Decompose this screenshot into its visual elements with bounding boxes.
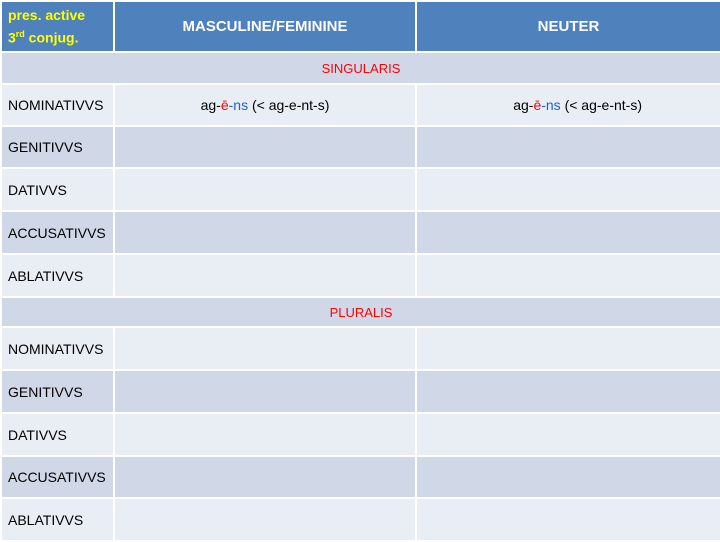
form-note: (< ag-e-nt-s)	[560, 97, 642, 113]
form-cell-masc-fem	[114, 254, 416, 297]
form-long-vowel: ē	[533, 97, 542, 113]
table-row	[1, 498, 720, 541]
form-cell-masc-fem	[114, 413, 416, 456]
form-cell-masc-fem	[114, 168, 416, 211]
corner-number: 3	[8, 29, 16, 46]
case-label: DATIVVS	[1, 413, 114, 456]
case-label: DATIVVS	[1, 168, 114, 211]
form-cell-masc-fem	[114, 126, 416, 168]
corner-header	[1, 1, 114, 52]
form-cell-neuter	[416, 254, 720, 297]
form-cell-neuter	[416, 413, 720, 456]
case-label: GENITIVVS	[1, 370, 114, 413]
form-cell-masc-fem	[114, 211, 416, 254]
case-label: GENITIVVS	[1, 126, 114, 168]
form-cell-neuter	[416, 370, 720, 413]
form-cell-neuter	[416, 126, 720, 168]
masc-fem-header: MASCULINE/FEMININE	[114, 1, 416, 52]
form-cell-masc-fem	[114, 456, 416, 498]
table-row	[1, 211, 720, 254]
case-label: NOMINATIVVS	[1, 84, 114, 126]
case-label: ACCUSATIVVS	[1, 456, 114, 498]
case-label: NOMINATIVVS	[1, 327, 114, 370]
form-stem: ag-	[200, 97, 221, 113]
neuter-header: NEUTER	[416, 1, 720, 52]
form-long-vowel: ē	[220, 97, 229, 113]
form-cell-neuter	[416, 84, 720, 126]
form-cell-masc-fem	[114, 498, 416, 541]
form-cell-neuter	[416, 498, 720, 541]
singular-band	[1, 52, 720, 84]
header-row	[1, 1, 720, 52]
form-cell-neuter	[416, 168, 720, 211]
table-row	[1, 168, 720, 211]
form-stem: ag-	[513, 97, 534, 113]
form-cell-neuter	[416, 327, 720, 370]
form-cell-masc-fem	[114, 84, 416, 126]
form-cell-masc-fem	[114, 327, 416, 370]
form-ending: -ns	[228, 97, 249, 113]
form-ending: -ns	[541, 97, 561, 113]
table-row	[1, 370, 720, 413]
form-cell-neuter	[416, 456, 720, 498]
table-row	[1, 413, 720, 456]
case-label: ABLATIVVS	[1, 254, 114, 297]
form-cell-masc-fem	[114, 370, 416, 413]
corner-line1: pres. active	[8, 6, 86, 23]
pluralis-label: PLURALIS	[1, 297, 720, 327]
table-row	[1, 456, 720, 498]
form-cell-neuter	[416, 211, 720, 254]
table-row	[1, 254, 720, 297]
form-note: (< ag-e-nt-s)	[248, 97, 330, 113]
table-row	[1, 84, 720, 126]
singularis-label: SINGULARIS	[1, 52, 720, 84]
corner-rest: conjug.	[24, 29, 79, 46]
table-row	[1, 327, 720, 370]
table-row	[1, 126, 720, 168]
corner-superscript: rd	[15, 28, 25, 39]
plural-band	[1, 297, 720, 327]
case-label: ACCUSATIVVS	[1, 211, 114, 254]
case-label: ABLATIVVS	[1, 498, 114, 541]
